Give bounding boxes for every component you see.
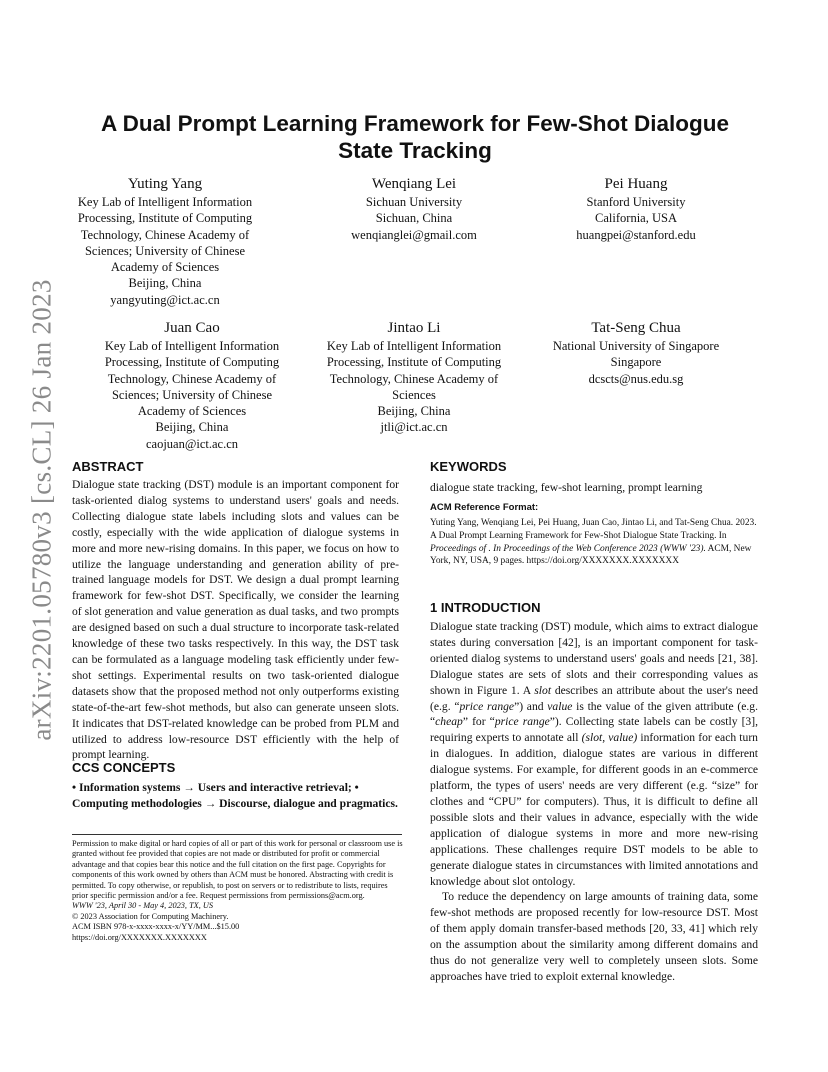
author-name: Tat-Seng Chua — [591, 320, 681, 336]
author-affil-line: Processing, Institute of Computing — [326, 355, 502, 370]
author-affil-line: Sichuan, China — [375, 211, 453, 226]
abstract-paragraph: Dialogue state tracking (DST) module is an important component for task-oriented dialog systems to understand users' goals and needs. Collecting dialogue state labels including slots and values can be costly, especially with the wide application of dialogue systems in more and more new-rising domains. In this paper, we focus on how to utilize the language understanding and generation ability of pre-trained language models for DST. We design a dual prompt learning framework for few-shot DST. Specifically, we consider the learning of slot generation and value generation as dual tasks, and two prompts are designed based on such a dual structure to incorporate task-related knowledge of these two tasks respectively. In this way, the DST task can be formulated as a language modeling task efficiently under few-shot settings. Experimental results on two task-oriented dialogue datasets show that the proposed method not only outperforms existing state-of-the-art few-shot methods, but also can generate unseen slots. It indicates that DST-related knowledge can be probed from PLM and utilized to address low-resource DST efficiently with the help of prompt learning. — [72, 478, 399, 762]
reference-venue: Proceedings of . In Proceedings of the Web Conference 2023 (WWW '23). — [430, 543, 706, 554]
reference-part: ACM, New York, NY, USA, 9 pages. https://doi.org/XXXXXXX.XXXXXXX — [430, 543, 752, 567]
author-affil-line: Technology, Chinese Academy of — [107, 371, 277, 386]
ccs-heading: CCS CONCEPTS — [72, 760, 176, 775]
intro-paragraph-2: To reduce the dependency on large amounts of training data, some few-shot methods are proposed recently for low-resource DST. Most of them apply domain transfer-based methods [20, 33, 41] which rely on the assumption about the similarity among different domains and thus do not generalize very well to completely unseen slots. Some approaches have tried to exploit external knowledge. — [430, 890, 758, 983]
author-name: Yuting Yang — [127, 176, 203, 192]
abstract-text — [72, 477, 399, 763]
author-affil-line: Beijing, China — [377, 404, 451, 419]
author-affil-line: Sciences; University of Chinese — [84, 243, 246, 258]
author-block-1 — [55, 175, 275, 308]
isbn-line: ACM ISBN 978-x-xxxx-xxxx-x/YY/MM...$15.00 — [72, 922, 240, 932]
author-email: yangyuting@ict.ac.cn — [110, 292, 220, 307]
author-affil-line: Academy of Sciences — [137, 404, 247, 419]
keywords-heading: KEYWORDS — [430, 459, 507, 474]
author-affil-line: Technology, Chinese Academy of — [80, 227, 250, 242]
abstract-heading: ABSTRACT — [72, 459, 144, 474]
ccs-concepts-text: • Information systems → Users and interactive retrieval; • Computing methodologies → Discourse, dialogue and pragmatics. — [72, 781, 398, 810]
author-block-6 — [526, 319, 746, 387]
copyright-line: © 2023 Association for Computing Machinery. — [72, 911, 229, 921]
author-block-2 — [304, 175, 524, 243]
author-email: caojuan@ict.ac.cn — [145, 436, 239, 451]
author-affil-line: California, USA — [595, 211, 677, 226]
author-email: dcscts@nus.edu.sg — [588, 371, 684, 386]
intro-paragraph-1: Dialogue state tracking (DST) module, which aims to extract dialogue states during conversation [42], is an important component for task-oriented dialog systems to understand users' goals and needs [21, 38]. Dialogue states are sets of slots and their corresponding values as shown in Figure 1. A slot describes an attribute about the user's need (e.g. “price range”) and value is the value of the given attribute (e.g. “cheap” for “price range”). Collecting state labels can be costly [3], requiring experts to annotate all (slot, value) information for each turn in dialogues. In addition, dialogue states are various in different dialogue systems. For example, for different goods in an e-commerce platform, the types of users' needs are very different (e.g. “size” for clothes and “CPU” for computers). Thus, it is difficult to define all possible slots and their values in advance, especially with the wide application of dialogue systems in more and more new-rising applications. These challenges require DST models to be able to generate dialogue states in circumstances with limited annotations and knowledge about slot ontology. — [430, 620, 759, 888]
author-affil-line: Technology, Chinese Academy of — [329, 371, 499, 386]
title-line-2: State Tracking — [338, 138, 492, 163]
footnote-divider — [72, 834, 402, 835]
permission-text: Permission to make digital or hard copies of all or part of this work for personal or classroom use is granted without fee provided that copies are not made or distributed for profit or commercial advantage and that copies bear this notice and the full citation on the first page. Copyrights for components of this work owned by others than ACM must be honored. Abstracting with credit is permitted. To copy otherwise, or republish, to post on servers or to redistribute to lists, requires prior specific permission and/or a fee. Request permissions from permissions@acm.org. — [72, 839, 403, 901]
author-email: jtli@ict.ac.cn — [380, 420, 448, 435]
author-affil-line: Sciences — [392, 387, 436, 402]
introduction-heading: 1 INTRODUCTION — [430, 600, 541, 615]
author-affil-line: Key Lab of Intelligent Information — [77, 195, 253, 209]
paper-title — [90, 110, 740, 164]
author-affil-line: Singapore — [610, 355, 662, 370]
author-affil-line: Stanford University — [586, 195, 686, 209]
conference-line: WWW '23, April 30 - May 4, 2023, TX, US — [72, 901, 214, 911]
author-affil-line: Academy of Sciences — [110, 260, 220, 275]
doi-line: https://doi.org/XXXXXXX.XXXXXXX — [72, 932, 207, 942]
author-block-3 — [526, 175, 746, 243]
author-affil-line: Processing, Institute of Computing — [104, 355, 280, 370]
author-name: Pei Huang — [604, 176, 668, 192]
author-block-4 — [82, 319, 302, 452]
author-affil-line: Key Lab of Intelligent Information — [326, 339, 502, 353]
author-affil-line: Beijing, China — [155, 420, 229, 435]
reference-format-heading: ACM Reference Format: — [430, 502, 539, 513]
author-affil-line: Key Lab of Intelligent Information — [104, 339, 280, 353]
author-email: wenqianglei@gmail.com — [351, 227, 477, 242]
keywords-text: dialogue state tracking, few-shot learning, prompt learning — [430, 481, 703, 494]
author-affil-line: Processing, Institute of Computing — [77, 211, 253, 226]
author-affil-line: Beijing, China — [128, 276, 202, 291]
author-name: Juan Cao — [164, 320, 220, 336]
author-email: huangpei@stanford.edu — [576, 227, 696, 242]
author-affil-line: Sichuan University — [365, 195, 463, 209]
arxiv-identifier: arXiv:2201.05780v3 [cs.CL] 26 Jan 2023 — [26, 279, 57, 741]
reference-part: Yuting Yang, Wenqiang Lei, Pei Huang, Juan Cao, Jintao Li, and Tat-Seng Chua. 2023. A Dual Prompt Learning Framework for Few-Shot Dialogue State Tracking. In — [430, 518, 757, 541]
reference-format-text — [430, 517, 760, 568]
author-affil-line: National University of Singapore — [552, 339, 720, 353]
author-block-5 — [304, 319, 524, 436]
author-name: Wenqiang Lei — [371, 176, 457, 192]
title-line-1: A Dual Prompt Learning Framework for Few-Shot Dialogue — [101, 111, 729, 136]
introduction-text — [430, 619, 758, 985]
arxiv-identifier-sidebar — [22, 279, 62, 741]
author-affil-line: Sciences; University of Chinese — [111, 387, 273, 402]
permission-notice — [72, 839, 404, 943]
author-name: Jintao Li — [387, 320, 441, 336]
